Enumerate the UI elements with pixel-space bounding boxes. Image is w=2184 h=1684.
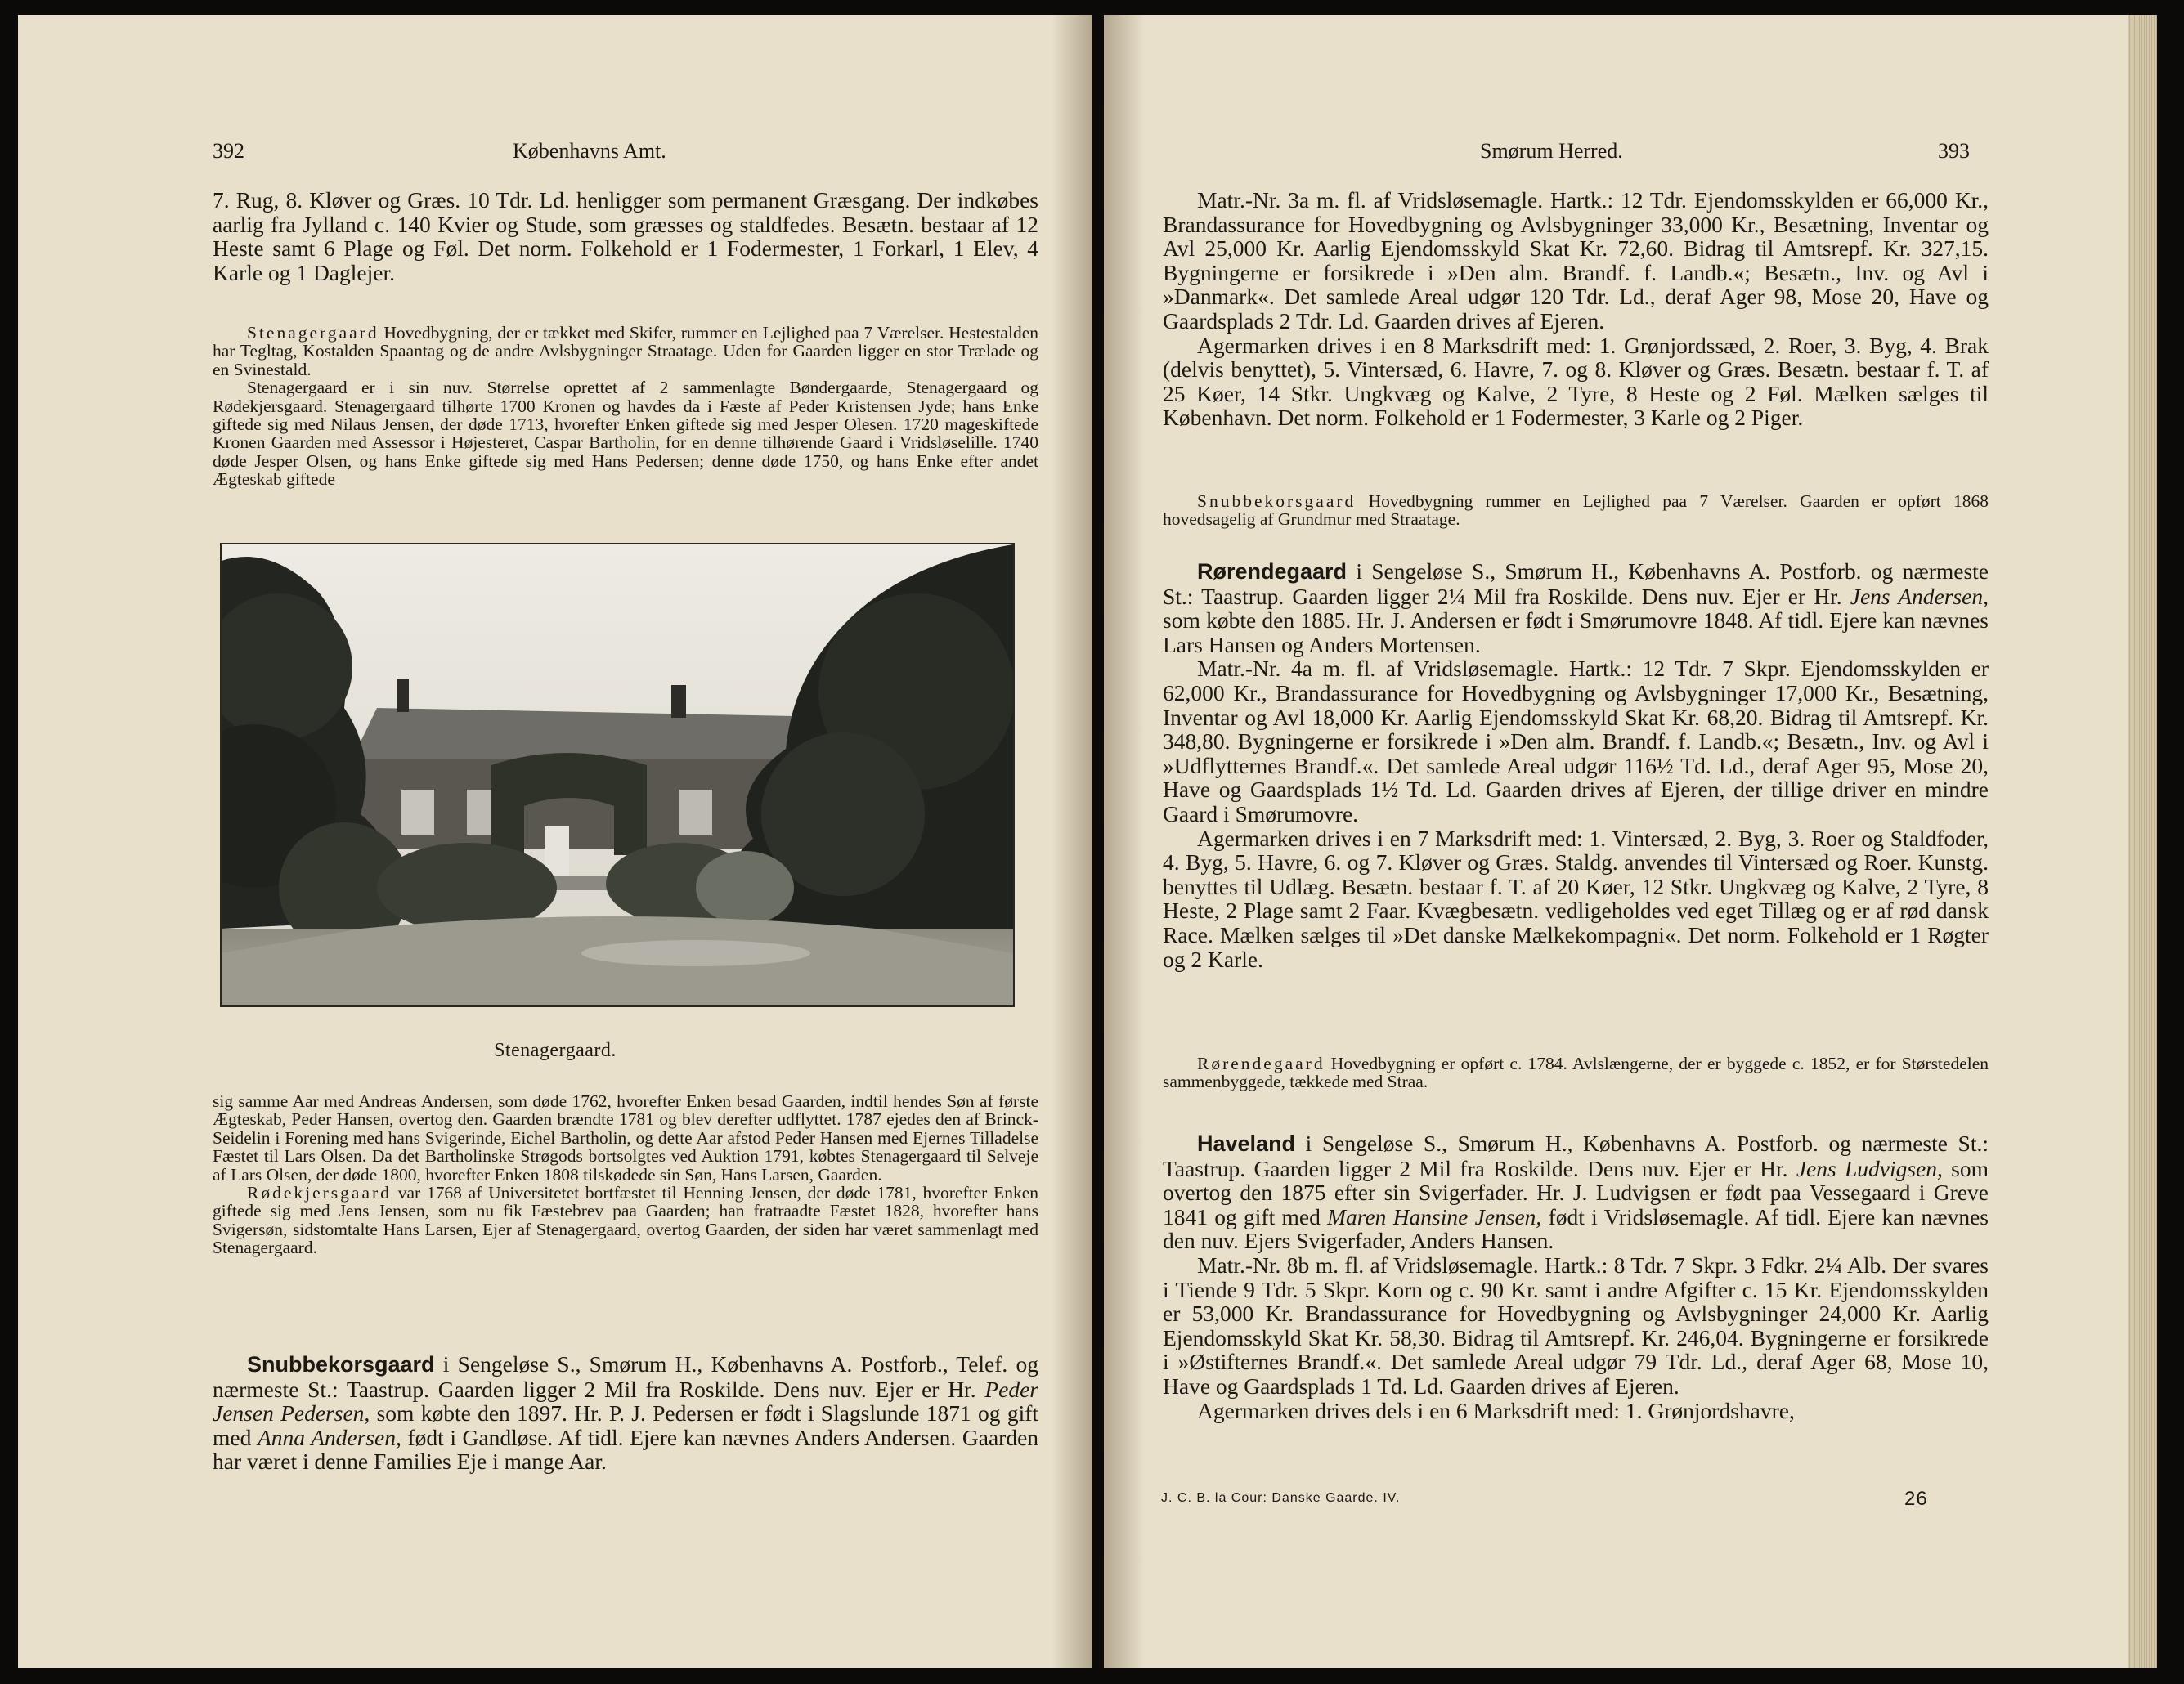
text-paragraph: Snubbekorsgaard i Sengeløse S., Smørum H., Københavns A. Postforb., Telef. og nærmeste St.: Taastrup. Gaarden ligger 2 Mil fra Roskilde. Dens nuv. Ejer er Hr. Peder Jensen Pedersen, som købte den 1897. Hr. P. J. Pedersen er født i Slagslunde 1871 og gift med Anna Andersen, født i Gandløse. Af tidl. Ejere kan nævnes Anders Andersen. Gaarden har været i denne Families Eje i mange Aar. <box>213 1351 1039 1475</box>
entry-title: Rørendegaard <box>1197 559 1348 584</box>
lead-name: Rødekjersgaard <box>247 1183 392 1203</box>
text-paragraph: Stenagergaard Hovedbygning, der er tækket med Skifer, rummer en Lejlighed paa 7 Værelser. Hestestalden har Tegltag, Kostalden Spaantag og de andre Avlsbygninger Straatage. Uden for Gaarden ligger en stor Trælade og en Svinestald. <box>213 323 1038 379</box>
text-paragraph: 7. Rug, 8. Kløver og Græs. 10 Tdr. Ld. henligger som permanent Græsgang. Der indkøbes aarlig fra Jylland c. 140 Kvier og Stude, som græsses og staldfedes. Besætn. bestaar af 12 Heste samt 6 Plage og Føl. Det norm. Folkehold er 1 Fodermester, 1 Forkarl, 1 Elev, 4 Karle og 1 Daglejer. <box>213 187 1038 285</box>
text-paragraph: Matr.-Nr. 4a m. fl. af Vridsløsemagle. Hartk.: 12 Tdr. 7 Skpr. Ejendomsskylden er 62,000 Kr., Brandassurance for Hovedbygning og Avlsbygninger 17,000 Kr., Besætning, Inventar og Avl 18,000 Kr. Aarlig Ejendomsskyld Skat Kr. 68,20. Bidrag til Amtsrepf. Kr. 348,80. Bygningerne er forsikrede i »Den alm. Brandf. f. Landb.«; Besætn., Inv. og Avl i »Udflytternes Brandf.«. Det samlede Areal udgør 116½ Td. Ld., deraf Ager 95, Mose 20, Have og Gaardsplads 1½ Td. Ld. Gaarden drives af Ejeren, der tillige driver en mindre Gaard i Smørumovre. <box>1163 656 1989 826</box>
text-paragraph: Haveland i Sengeløse S., Smørum H., Københavns A. Postforb. og nærmeste St.: Taastrup. Gaarden ligger 2 Mil fra Roskilde. Dens nuv. Ejer er Hr. Jens Ludvigsen, som overtog den 1875 efter sin Svigerfader. Hr. J. Ludvigsen er født paa Vessegaard i Greve 1841 og gift med Maren Hansine Jensen, født i Vridsløsemagle. Af tidl. Ejere kan nævnes den nuv. Ejers Svigerfader, Anders Hansen. <box>1163 1131 1989 1254</box>
right-running-head: Smørum Herred. <box>1480 139 1623 163</box>
owner-name: Jens Andersen, <box>1850 583 1989 609</box>
left-page <box>18 15 1092 1668</box>
text-paragraph: Agermarken drives i en 8 Marksdrift med: 1. Grønjordssæd, 2. Roer, 3. Byg, 4. Brak (delvis benyttet), 5. Vintersæd, 6. Havre, 7. og 8. Kløver og Græs. Besætn. bestaar f. T. af 25 Køer, 14 Stkr. Ungkvæg og Kalve, 2 Tyre, 8 Heste og 2 Føl. Mælken sælges til København. Det norm. Folkehold er 1 Fodermester, 3 Karle og 2 Piger. <box>1163 332 1989 431</box>
lead-name: Stenagergaard <box>247 323 379 343</box>
farmhouse-photo-illustration <box>222 544 1013 1005</box>
text-paragraph: Agermarken drives dels i en 6 Marksdrift med: 1. Grønjordshavre, <box>1197 1397 1795 1423</box>
left-page-number: 392 <box>213 139 244 163</box>
entry-title: Snubbekorsgaard <box>247 1352 435 1377</box>
photo-caption: Stenagergaard. <box>494 1040 617 1061</box>
stenagergaard-photo <box>220 543 1015 1007</box>
text-paragraph: Rødekjersgaard var 1768 af Universitetet bortfæstet til Henning Jensen, der døde 1781, hvorefter Enken giftede sig med Jens Jensen, som nu fik Fæstebrev paa Gaarden; han fratraadte Fæstet 1828, hvorefter hans Svigersøn, sidstomtalte Hans Larsen, Ejer af Stenagergaard, overtog Gaarden, der siden har været sammenlagt med Stenagergaard. <box>213 1183 1039 1258</box>
haveland-entry <box>1163 1131 1989 1422</box>
left-small-notes-top <box>213 324 1038 489</box>
owner-name: Jens Ludvigsen, <box>1796 1155 1943 1181</box>
text-paragraph: Matr.-Nr. 8b m. fl. af Vridsløsemagle. Hartk.: 8 Tdr. 7 Skpr. 3 Fdkr. 2¼ Alb. Der svares i Tiende 9 Tdr. 5 Skpr. Korn og c. 90 Kr. samt i andre Afgifter c. 15 Kr. Ejendomsskylden er 53,000 Kr. Brandassurance for Hovedbygning og Avlsbygninger 24,000 Kr. Aarlig Ejendomsskyld Skat Kr. 58,30. Bidrag til Amtsrepf. Kr. 246,04. Bygningerne er forsikrede i »Østifternes Brandf.«. Det samlede Areal udgør 79 Tdr. Ld., deraf Ager 68, Mose 10, Have og Gaardsplads 1 Td. Ld. Gaarden drives af Ejeren. <box>1163 1252 1989 1399</box>
owner-name: Peder Jensen Pedersen, <box>213 1376 1038 1426</box>
snubbekorsgaard-details <box>1163 188 1989 430</box>
lead-name: Snubbekorsgaard <box>1197 491 1357 511</box>
text-paragraph: Stenagergaard er i sin nuv. Størrelse oprettet af 2 sammenlagte Bøndergaarde, Stenagergaard og Rødekjersgaard. Stenagergaard tilhørte 1700 Kronen og havdes da i Fæste af Peder Kristensen Jyde; hans Enke giftede sig med Nilaus Jensen, der døde 1713, hvorefter Enken giftede sig med Jesper Olesen. 1720 mageskiftede Kronen Gaarden med Assessor i Højesteret, Caspar Bartholin, for en denne tilhørende Gaard i Vridsløselille. 1740 døde Jesper Olsen, og hans Enke giftede sig med Hans Pedersen; denne døde 1750, og hans Enke efter andet Ægteskab giftede <box>213 378 1038 490</box>
text-paragraph: Matr.-Nr. 3a m. fl. af Vridsløsemagle. Hartk.: 12 Tdr. Ejendomsskylden er 66,000 Kr., Brandassurance for Hovedbygning og Avlsbygninger 33,000 Kr., Besætning, Inventar og Avl 25,000 Kr. Aarlig Ejendomsskyld Skat Kr. 72,60. Bidrag til Amtsrepf. Kr. 327,15. Bygningerne er forsikrede i »Den alm. Brandf. f. Landb.«; Besætn., Inv. og Avl i »Danmark«. Det samlede Areal udgør 120 Tdr. Ld., deraf Ager 98, Mose 20, Have og Gaardsplads 2 Tdr. Ld. Gaarden drives af Ejeren. <box>1163 187 1989 334</box>
text-paragraph: Rørendegaard i Sengeløse S., Smørum H., Københavns A. Postforb. og nærmeste St.: Taastrup. Gaarden ligger 2¼ Mil fra Roskilde. Dens nuv. Ejer er Hr. Jens Andersen, som købte den 1885. Hr. J. Andersen er født i Smørumovre 1848. Af tidl. Ejere kan nævnes Lars Hansen og Anders Mortensen. <box>1163 558 1989 657</box>
text-paragraph: Agermarken drives i en 7 Marksdrift med: 1. Vintersæd, 2. Byg, 3. Roer og Staldfoder, 4. Byg, 5. Havre, 6. og 7. Kløver og Græs. Staldg. anvendes til Vintersæd og Roer. Kunstg. benyttes til Udlæg. Besætn. bestaar f. T. af 20 Køer, 12 Stkr. Ungkvæg og Kalve, 2 Tyre, 8 Heste, 2 Plage samt 2 Faar. Kvægbesætn. vedligeholdes ved eget Tillæg og er af rød dansk Race. Mælken sælges til »Det danske Mælkekompagni«. Det norm. Folkehold er 1 Røgter og 2 Karle. <box>1163 825 1989 972</box>
text-paragraph: sig samme Aar med Andreas Andersen, som døde 1762, hvorefter Enken besad Gaarden, indtil hendes Søn af første Ægteskab, Peder Hansen, overtog den. Gaarden brændte 1781 og blev derefter udflyttet. 1787 ejedes den af Brinck-Seidelin i Forening med hans Svigerinde, Eichel Bartholin, og dette Aar afstod Peder Hansen med Ejernes Tilladelse Fæstet til Lars Olsen. Da det Bartholinske Strøgods bortsolgtes ved Auktion 1791, købtes Stenagergaard til Selveje af Lars Olsen, der døde 1800, hvorefter Enken 1808 tilskødede sin Søn, Hans Larsen, Gaarden. <box>213 1091 1038 1185</box>
text-paragraph: Rørendegaard Hovedbygning er opført c. 1784. Avlslængerne, der er byggede c. 1852, er for Størstedelen sammenbyggede, tækkede med Straa. <box>1163 1054 1989 1092</box>
entry-title: Haveland <box>1197 1131 1296 1156</box>
wife-name: Maren Hansine Jensen, <box>1327 1203 1542 1229</box>
snubbekorsgaard-entry <box>213 1352 1038 1474</box>
left-small-notes-bottom <box>213 1092 1038 1257</box>
page-footer <box>1161 1488 2080 1510</box>
text-paragraph: Snubbekorsgaard Hovedbygning rummer en Lejlighed paa 7 Værelser. Gaarden er opført 1868 hovedsagelig af Grundmur med Straatage. <box>1163 491 1989 530</box>
left-top-paragraph <box>213 188 1038 284</box>
rorendegaard-entry <box>1163 559 1989 971</box>
left-running-head: Københavns Amt. <box>513 139 666 163</box>
wife-name: Anna Andersen, <box>257 1424 401 1450</box>
lead-name: Rørendegaard <box>1197 1054 1325 1073</box>
rorendegaard-note <box>1163 1055 1989 1091</box>
footer-sheet-number: 26 <box>1904 1488 1928 1510</box>
snubbekorsgaard-note <box>1163 492 1989 529</box>
footer-signature: J. C. B. la Cour: Danske Gaarde. IV. <box>1161 1491 1401 1505</box>
right-page <box>1104 15 2157 1668</box>
right-page-number: 393 <box>1938 139 1970 163</box>
